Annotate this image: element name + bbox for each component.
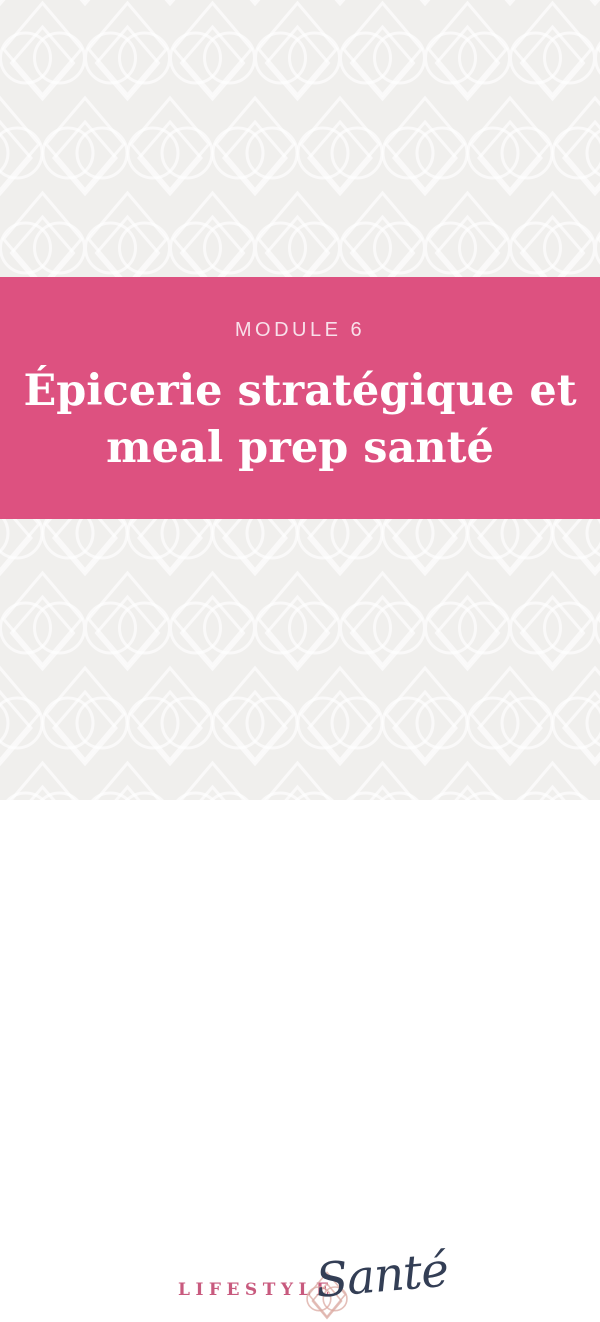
module-title <box>0 363 600 477</box>
diamond-heart-monogram-icon <box>302 1266 352 1322</box>
module-title-line2: meal prep santé <box>106 423 494 473</box>
module-number-label: MODULE 6 <box>234 319 366 341</box>
logo-wordmark: LIFESTYLE <box>178 1280 335 1300</box>
logo-script-word: Santé <box>313 1242 451 1309</box>
module-title-line1: Épicerie stratégique et <box>23 366 577 416</box>
module-banner <box>0 277 600 519</box>
